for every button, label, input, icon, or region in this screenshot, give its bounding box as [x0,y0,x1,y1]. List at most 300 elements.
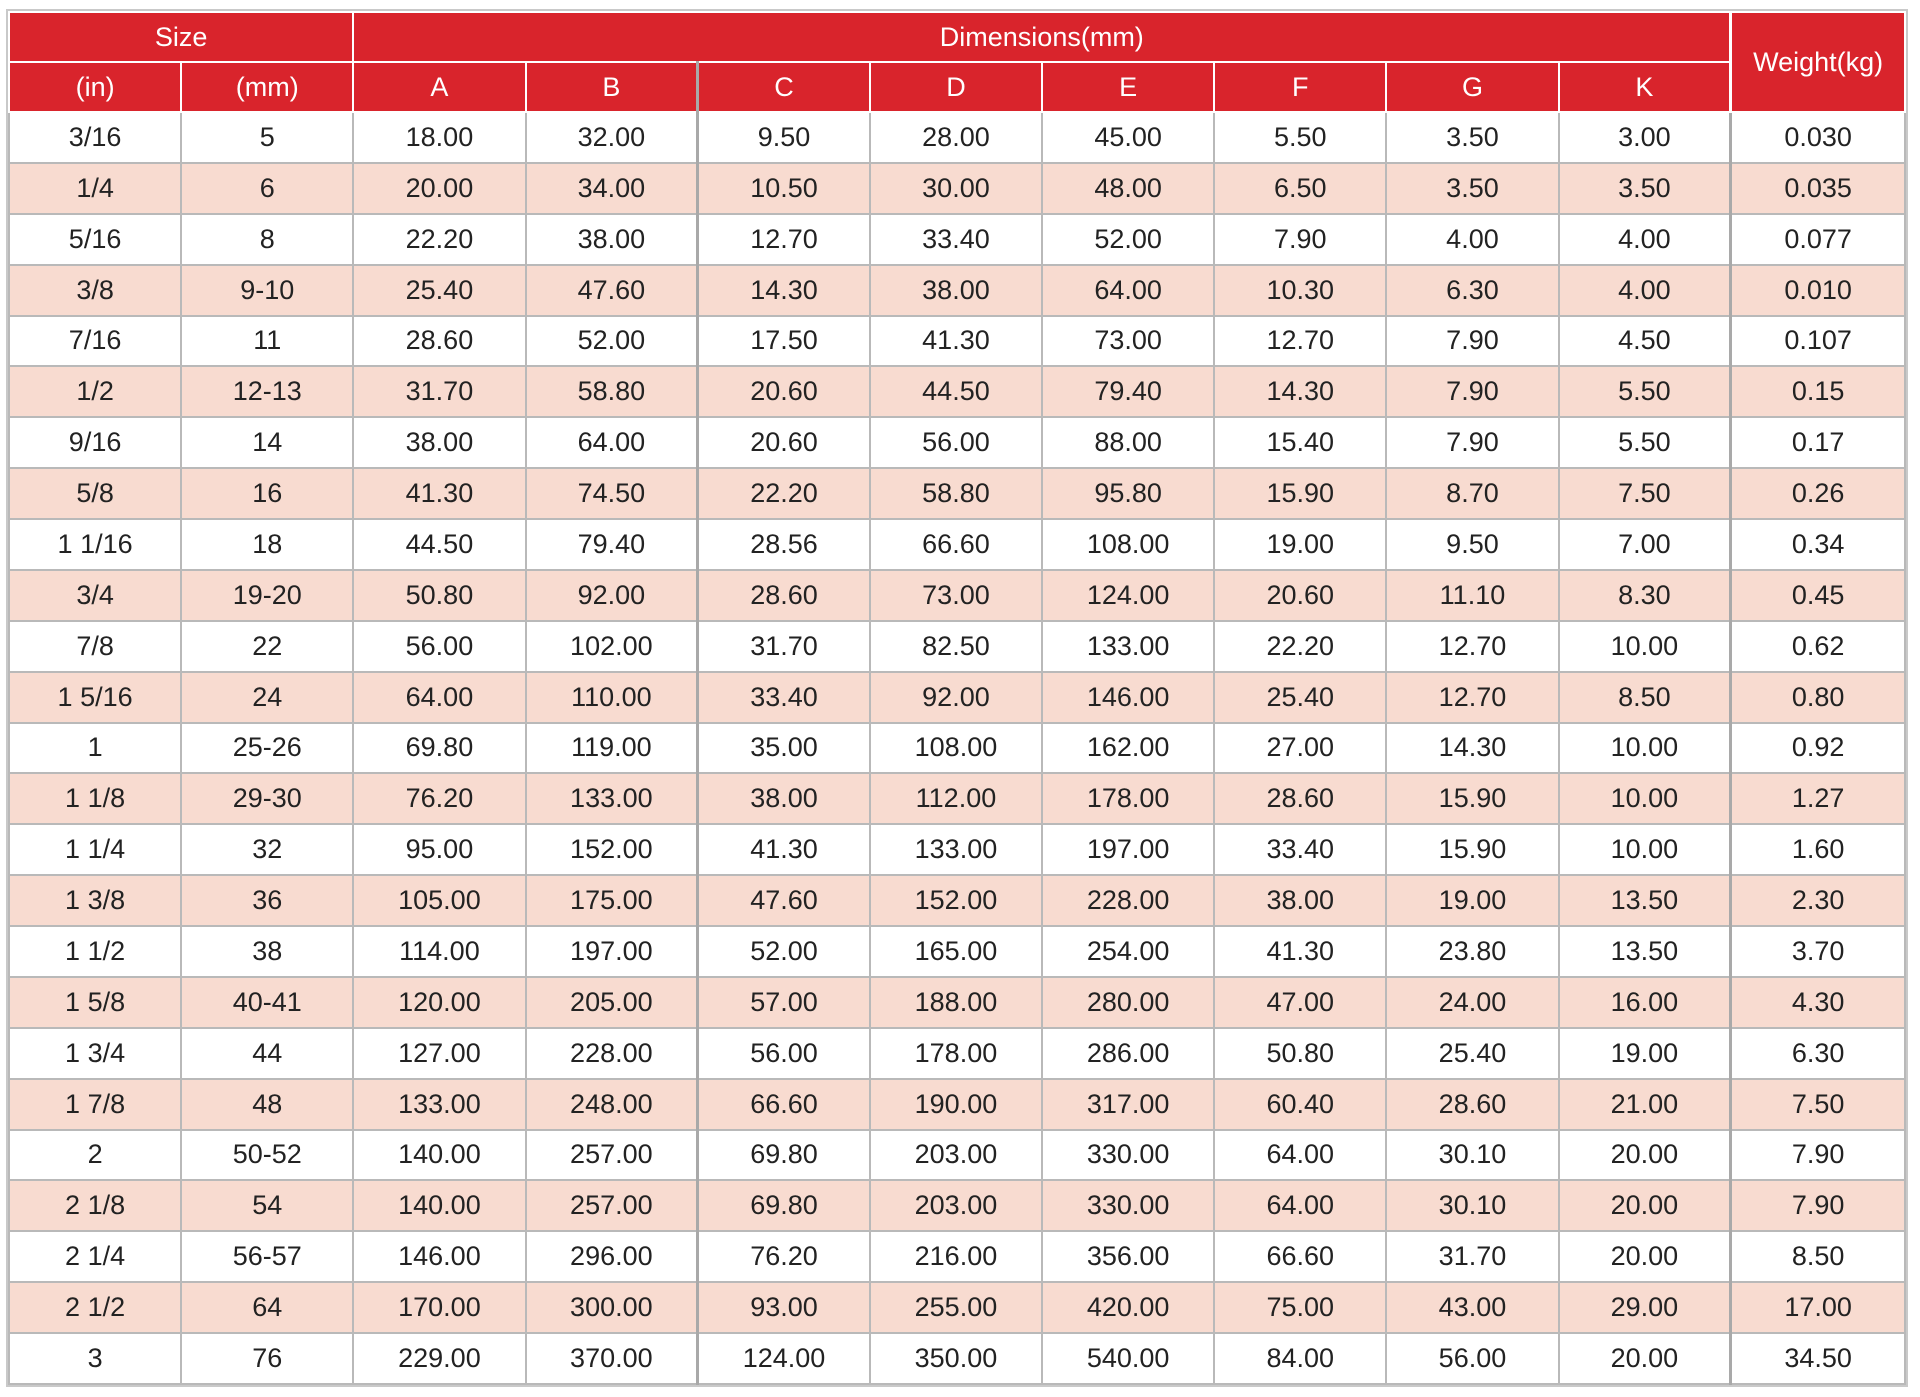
cell-size-in: 1 [9,723,181,774]
table-row [9,112,1905,163]
cell-dim-a: 120.00 [353,977,525,1028]
cell-dim-b: 197.00 [526,926,698,977]
cell-size-mm: 29-30 [181,773,353,824]
cell-dim-a: 64.00 [353,672,525,723]
cell-dim-d: 82.50 [870,621,1042,672]
cell-dim-b: 175.00 [526,875,698,926]
cell-size-mm: 5 [181,112,353,163]
cell-dim-d: 350.00 [870,1333,1042,1384]
cell-dim-b: 257.00 [526,1180,698,1231]
dimensions-table [8,11,1906,1385]
cell-dim-a: 114.00 [353,926,525,977]
cell-size-mm: 24 [181,672,353,723]
table-row [9,926,1905,977]
cell-dim-d: 28.00 [870,112,1042,163]
cell-size-mm: 36 [181,875,353,926]
cell-weight: 0.030 [1731,112,1905,163]
cell-dim-f: 47.00 [1214,977,1386,1028]
cell-dim-d: 44.50 [870,366,1042,417]
cell-size-mm: 9-10 [181,265,353,316]
cell-size-in: 7/16 [9,316,181,367]
cell-weight: 0.80 [1731,672,1905,723]
cell-dim-f: 15.90 [1214,468,1386,519]
cell-dim-b: 133.00 [526,773,698,824]
cell-dim-f: 38.00 [1214,875,1386,926]
cell-size-mm: 19-20 [181,570,353,621]
cell-size-in: 1 1/8 [9,773,181,824]
cell-dim-b: 205.00 [526,977,698,1028]
cell-dim-c: 33.40 [698,672,870,723]
cell-dim-d: 178.00 [870,1028,1042,1079]
cell-size-in: 1/4 [9,163,181,214]
cell-dim-b: 74.50 [526,468,698,519]
cell-size-mm: 64 [181,1282,353,1333]
cell-dim-c: 28.56 [698,519,870,570]
cell-dim-a: 146.00 [353,1231,525,1282]
cell-dim-k: 8.30 [1559,570,1731,621]
cell-dim-f: 66.60 [1214,1231,1386,1282]
cell-dim-g: 4.00 [1386,214,1558,265]
cell-dim-a: 38.00 [353,417,525,468]
cell-dim-e: 254.00 [1042,926,1214,977]
cell-dim-g: 3.50 [1386,112,1558,163]
cell-dim-a: 95.00 [353,824,525,875]
cell-dim-f: 7.90 [1214,214,1386,265]
cell-dim-d: 73.00 [870,570,1042,621]
cell-dim-e: 286.00 [1042,1028,1214,1079]
cell-dim-g: 30.10 [1386,1180,1558,1231]
cell-dim-g: 9.50 [1386,519,1558,570]
cell-dim-k: 10.00 [1559,773,1731,824]
cell-dim-b: 152.00 [526,824,698,875]
cell-dim-k: 13.50 [1559,875,1731,926]
cell-dim-b: 32.00 [526,112,698,163]
cell-dim-c: 22.20 [698,468,870,519]
cell-weight: 0.077 [1731,214,1905,265]
table-row [9,621,1905,672]
cell-dim-e: 330.00 [1042,1180,1214,1231]
cell-dim-c: 69.80 [698,1180,870,1231]
cell-weight: 8.50 [1731,1231,1905,1282]
cell-dim-e: 540.00 [1042,1333,1214,1384]
cell-dim-d: 30.00 [870,163,1042,214]
cell-dim-f: 64.00 [1214,1180,1386,1231]
cell-size-mm: 38 [181,926,353,977]
cell-dim-d: 56.00 [870,417,1042,468]
cell-size-in: 1/2 [9,366,181,417]
cell-dim-e: 64.00 [1042,265,1214,316]
cell-dim-b: 47.60 [526,265,698,316]
cell-dim-b: 228.00 [526,1028,698,1079]
cell-dim-g: 11.10 [1386,570,1558,621]
cell-size-in: 3 [9,1333,181,1384]
cell-dim-g: 12.70 [1386,621,1558,672]
cell-weight: 17.00 [1731,1282,1905,1333]
cell-size-in: 7/8 [9,621,181,672]
cell-dim-e: 124.00 [1042,570,1214,621]
cell-dim-g: 19.00 [1386,875,1558,926]
table-row [9,163,1905,214]
cell-dim-c: 31.70 [698,621,870,672]
cell-dim-d: 112.00 [870,773,1042,824]
cell-weight: 7.90 [1731,1130,1905,1181]
table-row [9,773,1905,824]
cell-weight: 3.70 [1731,926,1905,977]
cell-dim-f: 20.60 [1214,570,1386,621]
col-header-k: K [1559,62,1731,112]
cell-dim-k: 7.50 [1559,468,1731,519]
cell-dim-e: 330.00 [1042,1130,1214,1181]
cell-dim-k: 7.00 [1559,519,1731,570]
cell-dim-c: 28.60 [698,570,870,621]
cell-weight: 2.30 [1731,875,1905,926]
cell-size-in: 5/8 [9,468,181,519]
cell-dim-c: 12.70 [698,214,870,265]
cell-dim-f: 75.00 [1214,1282,1386,1333]
cell-dim-a: 127.00 [353,1028,525,1079]
cell-size-in: 3/8 [9,265,181,316]
cell-dim-k: 20.00 [1559,1130,1731,1181]
cell-dim-k: 4.00 [1559,265,1731,316]
cell-dim-e: 88.00 [1042,417,1214,468]
cell-size-mm: 11 [181,316,353,367]
cell-dim-g: 25.40 [1386,1028,1558,1079]
cell-dim-c: 20.60 [698,366,870,417]
cell-dim-d: 92.00 [870,672,1042,723]
cell-dim-e: 197.00 [1042,824,1214,875]
cell-dim-c: 93.00 [698,1282,870,1333]
cell-dim-e: 162.00 [1042,723,1214,774]
cell-size-in: 1 1/4 [9,824,181,875]
cell-dim-f: 41.30 [1214,926,1386,977]
cell-dim-k: 21.00 [1559,1079,1731,1130]
table-row [9,1333,1905,1384]
cell-dim-k: 5.50 [1559,417,1731,468]
cell-size-mm: 12-13 [181,366,353,417]
cell-dim-a: 56.00 [353,621,525,672]
cell-size-mm: 8 [181,214,353,265]
cell-dim-k: 4.00 [1559,214,1731,265]
cell-dim-b: 34.00 [526,163,698,214]
cell-dim-c: 124.00 [698,1333,870,1384]
cell-weight: 7.90 [1731,1180,1905,1231]
cell-dim-e: 178.00 [1042,773,1214,824]
col-header-mm: (mm) [181,62,353,112]
cell-dim-b: 257.00 [526,1130,698,1181]
cell-weight: 1.27 [1731,773,1905,824]
cell-dim-d: 165.00 [870,926,1042,977]
cell-dim-d: 203.00 [870,1180,1042,1231]
table-row [9,723,1905,774]
table-row [9,468,1905,519]
cell-dim-k: 4.50 [1559,316,1731,367]
cell-dim-b: 119.00 [526,723,698,774]
cell-dim-g: 14.30 [1386,723,1558,774]
cell-size-in: 1 7/8 [9,1079,181,1130]
cell-size-mm: 76 [181,1333,353,1384]
cell-size-in: 1 1/2 [9,926,181,977]
cell-dim-d: 33.40 [870,214,1042,265]
cell-dim-k: 16.00 [1559,977,1731,1028]
header-row-group [9,12,1905,62]
cell-dim-a: 229.00 [353,1333,525,1384]
spec-table-container [6,9,1908,1387]
cell-dim-d: 58.80 [870,468,1042,519]
cell-dim-g: 28.60 [1386,1079,1558,1130]
cell-weight: 0.035 [1731,163,1905,214]
cell-weight: 0.92 [1731,723,1905,774]
size-group-header: Size [9,12,353,62]
cell-dim-f: 84.00 [1214,1333,1386,1384]
cell-size-mm: 16 [181,468,353,519]
cell-dim-f: 64.00 [1214,1130,1386,1181]
cell-dim-d: 108.00 [870,723,1042,774]
cell-dim-d: 66.60 [870,519,1042,570]
cell-dim-e: 356.00 [1042,1231,1214,1282]
cell-dim-k: 3.50 [1559,163,1731,214]
cell-weight: 7.50 [1731,1079,1905,1130]
cell-size-in: 1 3/8 [9,875,181,926]
cell-dim-k: 10.00 [1559,621,1731,672]
cell-dim-g: 43.00 [1386,1282,1558,1333]
cell-dim-e: 228.00 [1042,875,1214,926]
weight-header: Weight(kg) [1731,12,1905,112]
cell-dim-f: 27.00 [1214,723,1386,774]
table-row [9,1282,1905,1333]
cell-dim-a: 140.00 [353,1130,525,1181]
table-row [9,672,1905,723]
table-row [9,1079,1905,1130]
cell-dim-g: 15.90 [1386,773,1558,824]
cell-size-mm: 48 [181,1079,353,1130]
cell-size-mm: 14 [181,417,353,468]
cell-dim-d: 190.00 [870,1079,1042,1130]
cell-dim-b: 102.00 [526,621,698,672]
cell-weight: 0.010 [1731,265,1905,316]
cell-dim-a: 76.20 [353,773,525,824]
cell-dim-d: 38.00 [870,265,1042,316]
cell-dim-f: 10.30 [1214,265,1386,316]
cell-dim-k: 20.00 [1559,1180,1731,1231]
cell-dim-b: 300.00 [526,1282,698,1333]
cell-dim-e: 133.00 [1042,621,1214,672]
cell-size-mm: 25-26 [181,723,353,774]
col-header-f: F [1214,62,1386,112]
cell-dim-g: 56.00 [1386,1333,1558,1384]
cell-size-in: 1 3/4 [9,1028,181,1079]
cell-dim-e: 48.00 [1042,163,1214,214]
cell-dim-g: 7.90 [1386,316,1558,367]
table-row [9,417,1905,468]
cell-dim-a: 18.00 [353,112,525,163]
table-row [9,824,1905,875]
cell-dim-f: 50.80 [1214,1028,1386,1079]
table-row [9,1180,1905,1231]
cell-dim-a: 31.70 [353,366,525,417]
cell-dim-d: 133.00 [870,824,1042,875]
cell-weight: 0.62 [1731,621,1905,672]
cell-dim-f: 25.40 [1214,672,1386,723]
cell-dim-b: 52.00 [526,316,698,367]
cell-dim-e: 420.00 [1042,1282,1214,1333]
cell-size-mm: 22 [181,621,353,672]
cell-dim-e: 146.00 [1042,672,1214,723]
col-header-b: B [526,62,698,112]
cell-size-mm: 32 [181,824,353,875]
cell-dim-g: 23.80 [1386,926,1558,977]
cell-dim-c: 76.20 [698,1231,870,1282]
col-header-in: (in) [9,62,181,112]
cell-dim-e: 73.00 [1042,316,1214,367]
cell-dim-c: 17.50 [698,316,870,367]
header-row-columns [9,62,1905,112]
cell-size-in: 1 5/8 [9,977,181,1028]
cell-size-in: 2 [9,1130,181,1181]
cell-weight: 1.60 [1731,824,1905,875]
cell-dim-f: 15.40 [1214,417,1386,468]
cell-dim-e: 317.00 [1042,1079,1214,1130]
cell-dim-b: 38.00 [526,214,698,265]
cell-dim-k: 10.00 [1559,824,1731,875]
cell-weight: 0.45 [1731,570,1905,621]
cell-dim-c: 52.00 [698,926,870,977]
cell-dim-f: 14.30 [1214,366,1386,417]
cell-dim-e: 79.40 [1042,366,1214,417]
cell-dim-a: 50.80 [353,570,525,621]
cell-size-in: 2 1/2 [9,1282,181,1333]
cell-dim-f: 33.40 [1214,824,1386,875]
table-row [9,519,1905,570]
cell-size-mm: 44 [181,1028,353,1079]
cell-size-in: 9/16 [9,417,181,468]
cell-dim-b: 92.00 [526,570,698,621]
cell-dim-a: 22.20 [353,214,525,265]
col-header-d: D [870,62,1042,112]
table-row [9,1028,1905,1079]
cell-weight: 34.50 [1731,1333,1905,1384]
cell-weight: 0.15 [1731,366,1905,417]
cell-dim-g: 7.90 [1386,366,1558,417]
cell-size-mm: 18 [181,519,353,570]
cell-dim-a: 140.00 [353,1180,525,1231]
col-header-g: G [1386,62,1558,112]
cell-dim-c: 9.50 [698,112,870,163]
table-body [9,112,1905,1384]
cell-dim-a: 105.00 [353,875,525,926]
cell-size-in: 1 5/16 [9,672,181,723]
cell-dim-d: 41.30 [870,316,1042,367]
cell-dim-k: 10.00 [1559,723,1731,774]
cell-dim-g: 6.30 [1386,265,1558,316]
cell-dim-k: 3.00 [1559,112,1731,163]
cell-dim-f: 12.70 [1214,316,1386,367]
cell-dim-a: 44.50 [353,519,525,570]
cell-dim-c: 56.00 [698,1028,870,1079]
cell-size-in: 2 1/8 [9,1180,181,1231]
cell-dim-a: 20.00 [353,163,525,214]
cell-dim-e: 45.00 [1042,112,1214,163]
cell-size-mm: 56-57 [181,1231,353,1282]
cell-weight: 0.26 [1731,468,1905,519]
cell-dim-k: 5.50 [1559,366,1731,417]
cell-weight: 0.107 [1731,316,1905,367]
cell-dim-c: 66.60 [698,1079,870,1130]
cell-dim-f: 22.20 [1214,621,1386,672]
cell-dim-c: 20.60 [698,417,870,468]
cell-dim-d: 255.00 [870,1282,1042,1333]
cell-dim-e: 280.00 [1042,977,1214,1028]
cell-dim-f: 6.50 [1214,163,1386,214]
cell-dim-f: 28.60 [1214,773,1386,824]
cell-dim-c: 47.60 [698,875,870,926]
cell-weight: 0.34 [1731,519,1905,570]
cell-weight: 0.17 [1731,417,1905,468]
cell-dim-g: 8.70 [1386,468,1558,519]
cell-dim-g: 30.10 [1386,1130,1558,1181]
cell-dim-k: 19.00 [1559,1028,1731,1079]
table-row [9,1130,1905,1181]
cell-dim-f: 19.00 [1214,519,1386,570]
table-row [9,977,1905,1028]
cell-dim-f: 60.40 [1214,1079,1386,1130]
cell-dim-a: 25.40 [353,265,525,316]
cell-dim-k: 8.50 [1559,672,1731,723]
cell-dim-g: 12.70 [1386,672,1558,723]
cell-dim-a: 28.60 [353,316,525,367]
cell-dim-c: 57.00 [698,977,870,1028]
cell-size-mm: 6 [181,163,353,214]
cell-dim-k: 13.50 [1559,926,1731,977]
cell-dim-b: 248.00 [526,1079,698,1130]
cell-dim-c: 35.00 [698,723,870,774]
cell-size-in: 2 1/4 [9,1231,181,1282]
table-row [9,366,1905,417]
cell-dim-a: 170.00 [353,1282,525,1333]
cell-dim-e: 52.00 [1042,214,1214,265]
cell-dim-d: 203.00 [870,1130,1042,1181]
cell-dim-c: 10.50 [698,163,870,214]
cell-dim-f: 5.50 [1214,112,1386,163]
table-row [9,316,1905,367]
cell-dim-b: 110.00 [526,672,698,723]
cell-size-mm: 50-52 [181,1130,353,1181]
cell-dim-e: 95.80 [1042,468,1214,519]
cell-dim-k: 20.00 [1559,1333,1731,1384]
cell-dim-d: 188.00 [870,977,1042,1028]
cell-dim-g: 15.90 [1386,824,1558,875]
cell-dim-c: 14.30 [698,265,870,316]
cell-dim-d: 216.00 [870,1231,1042,1282]
cell-dim-b: 296.00 [526,1231,698,1282]
cell-dim-d: 152.00 [870,875,1042,926]
cell-dim-k: 29.00 [1559,1282,1731,1333]
dimensions-group-header: Dimensions(mm) [353,12,1730,62]
cell-dim-k: 20.00 [1559,1231,1731,1282]
cell-dim-a: 133.00 [353,1079,525,1130]
cell-size-mm: 54 [181,1180,353,1231]
cell-dim-c: 69.80 [698,1130,870,1181]
col-header-c: C [698,62,870,112]
cell-dim-b: 79.40 [526,519,698,570]
table-header [9,12,1905,112]
table-row [9,1231,1905,1282]
cell-dim-b: 58.80 [526,366,698,417]
cell-dim-g: 31.70 [1386,1231,1558,1282]
cell-dim-e: 108.00 [1042,519,1214,570]
cell-size-in: 1 1/16 [9,519,181,570]
cell-size-in: 5/16 [9,214,181,265]
cell-dim-g: 24.00 [1386,977,1558,1028]
